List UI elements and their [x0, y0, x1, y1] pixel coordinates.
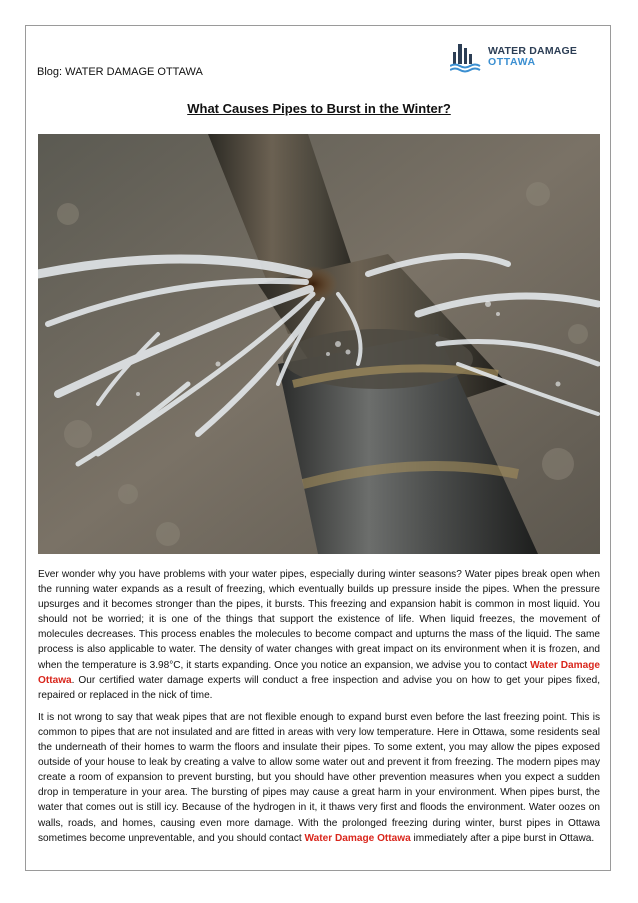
company-logo[interactable]	[450, 37, 590, 77]
article-title: What Causes Pipes to Burst in the Winter?	[187, 101, 451, 116]
water-damage-ottawa-link-2[interactable]: Water Damage Ottawa	[304, 832, 411, 844]
paragraph-1-text-a: Ever wonder why you have problems with your water pipes, especially during winter seasons? Water pipes break open when the running water expands as a result of freezing, which eventually builds up pressure inside the pipes. When the pressure upsurges and it becomes stronger than the pipes, it bursts. This freezing and expansion habit is common in most liquid. You should not be worried; it is one of the things that support the existence of life. When liquid freezes, the movement of molecules decreases. This process enables the molecules to become compact and upturns the mass of the liquid. The same process is also applicable to water. The density of water changes with great impact on its environment when it is frozen, and when the temperature is 3.98°C, it starts expanding. Once you notice an expansion, we advise you to contact	[38, 569, 600, 671]
article-body	[38, 567, 600, 853]
burst-pipe-photo	[38, 134, 600, 554]
paragraph-1-text-b: . Our certified water damage experts will conduct a free inspection and advise you on how to get your pipes fixed, repaired or replaced in the nick of time.	[38, 674, 600, 701]
water-damage-ottawa-link-1[interactable]: Water Damage Ottawa	[38, 659, 600, 686]
water-damage-logo-icon	[450, 40, 484, 74]
blog-label: Blog: WATER DAMAGE OTTAWA	[37, 66, 203, 78]
logo-subtitle: OTTAWA	[488, 56, 536, 68]
paragraph-2-text-a: It is not wrong to say that weak pipes that are not flexible enough to expand burst even before the last freezing point. This is common to pipes that are not insulated and are fitted in areas with very low temperature. Here in Ottawa, some residents seal the underneath of their homes to warm the floors and insulate their pipes. To some extent, you may allow the pipes exposed outside of your house to leak by creating a valve to allow some water out and prevent it from freezing. The modern pipes may create a room of expansion to prevent bursting, but you should have other prevention measures when you expect a sudden drop in temperature in your area. The bursting of pipes may cause a great harm in your environment. When pipes burst, the water that comes out is still icy. Because of the hydrogen in it, it thaws very first and floods the environment. Water oozes on walls, roads, and homes, causing even more damage. With the prolonged freezing during winter, burst pipes in Ottawa sometimes become unpreventable, and you should contact	[38, 711, 600, 844]
logo-title: WATER DAMAGE	[488, 45, 578, 57]
paragraph-2-text-b: immediately after a pipe burst in Ottawa.	[410, 832, 595, 844]
paragraph-1	[38, 567, 600, 703]
paragraph-2	[38, 710, 600, 846]
